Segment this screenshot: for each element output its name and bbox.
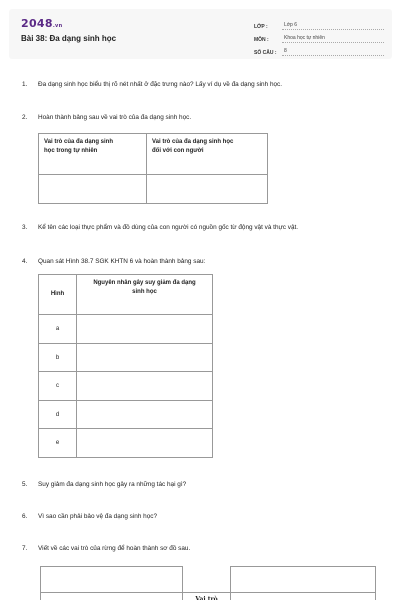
question-text: Hoàn thành bảng sau về vai trò của đa dạng sinh học. [38,114,192,121]
table-header-cell: Hình [39,275,77,315]
question-number: 3. [22,224,28,231]
question-number: 5. [22,481,28,488]
question-text: Viết về các vai trò của rừng để hoàn thành sơ đồ sau. [38,545,191,552]
answer-cell[interactable] [77,344,213,372]
row-label: e [39,429,77,458]
meta-info [254,17,384,56]
answer-cell[interactable] [77,429,213,458]
question-1 [22,81,282,88]
question-text: Kể tên các loại thực phẩm và đồ dùng của con người có nguồn gốc từ động vật và thực vật. [38,224,299,231]
brand-logo[interactable]: 2048.vn [21,17,63,30]
diagram-spacer [183,567,231,593]
question-7 [22,545,190,552]
row-label: a [39,315,77,344]
answer-cell[interactable] [77,372,213,401]
diagram-center-label: Vai trò [183,593,231,600]
question-number: 6. [22,513,28,520]
diagram-box[interactable] [41,593,183,600]
row-label: b [39,344,77,372]
question-number: 1. [22,81,28,88]
diagram-box[interactable] [231,593,376,600]
question-6 [22,513,157,520]
row-label: d [39,401,77,429]
row-label: c [39,372,77,401]
lesson-title: Bài 38: Đa dạng sinh học [21,34,117,43]
question-text: Quan sát Hình 38.7 SGK KHTN 6 và hoàn thành bảng sau: [38,258,206,265]
question-text: Đa dạng sinh học biểu thị rõ nét nhất ở đặc trưng nào? Lấy ví dụ về đa dạng sinh học. [38,81,283,88]
table-q2 [38,133,268,204]
table-header-cell: Vai trò của đa dạng sinh học đối với con người [147,134,268,175]
meta-label: LỚP : [254,24,268,30]
meta-row-class [254,17,384,30]
question-5 [22,481,186,488]
question-text: Suy giảm đa dạng sinh học gây ra những tác hại gì? [38,481,187,488]
meta-label: MÔN : [254,37,269,43]
table-header-cell: Vai trò của đa dạng sinh học trong tự nhiên [39,134,147,175]
table-q4 [38,274,213,458]
question-number: 4. [22,258,28,265]
answer-cell[interactable] [77,401,213,429]
worksheet-header [9,9,392,59]
diagram-box[interactable] [231,567,376,593]
meta-value: Lớp 6 [282,22,384,30]
meta-row-subject [254,30,384,43]
question-number: 7. [22,545,28,552]
answer-cell[interactable] [77,315,213,344]
answer-cell[interactable] [39,175,147,204]
question-2 [22,114,191,121]
table-header-cell: Nguyên nhân gây suy giảm đa dạng sinh học [77,275,213,315]
meta-value: Khoa học tự nhiên [282,35,384,43]
diagram-box[interactable] [41,567,183,593]
meta-label: SỐ CÂU : [254,50,277,56]
question-number: 2. [22,114,28,121]
diagram-q7 [40,566,376,600]
answer-cell[interactable] [147,175,268,204]
meta-row-question-count [254,43,384,56]
question-text: Vì sao cần phải bảo vệ đa dạng sinh học? [38,513,158,520]
meta-value: 8 [282,48,384,56]
question-4 [22,258,205,265]
question-3 [22,224,298,231]
